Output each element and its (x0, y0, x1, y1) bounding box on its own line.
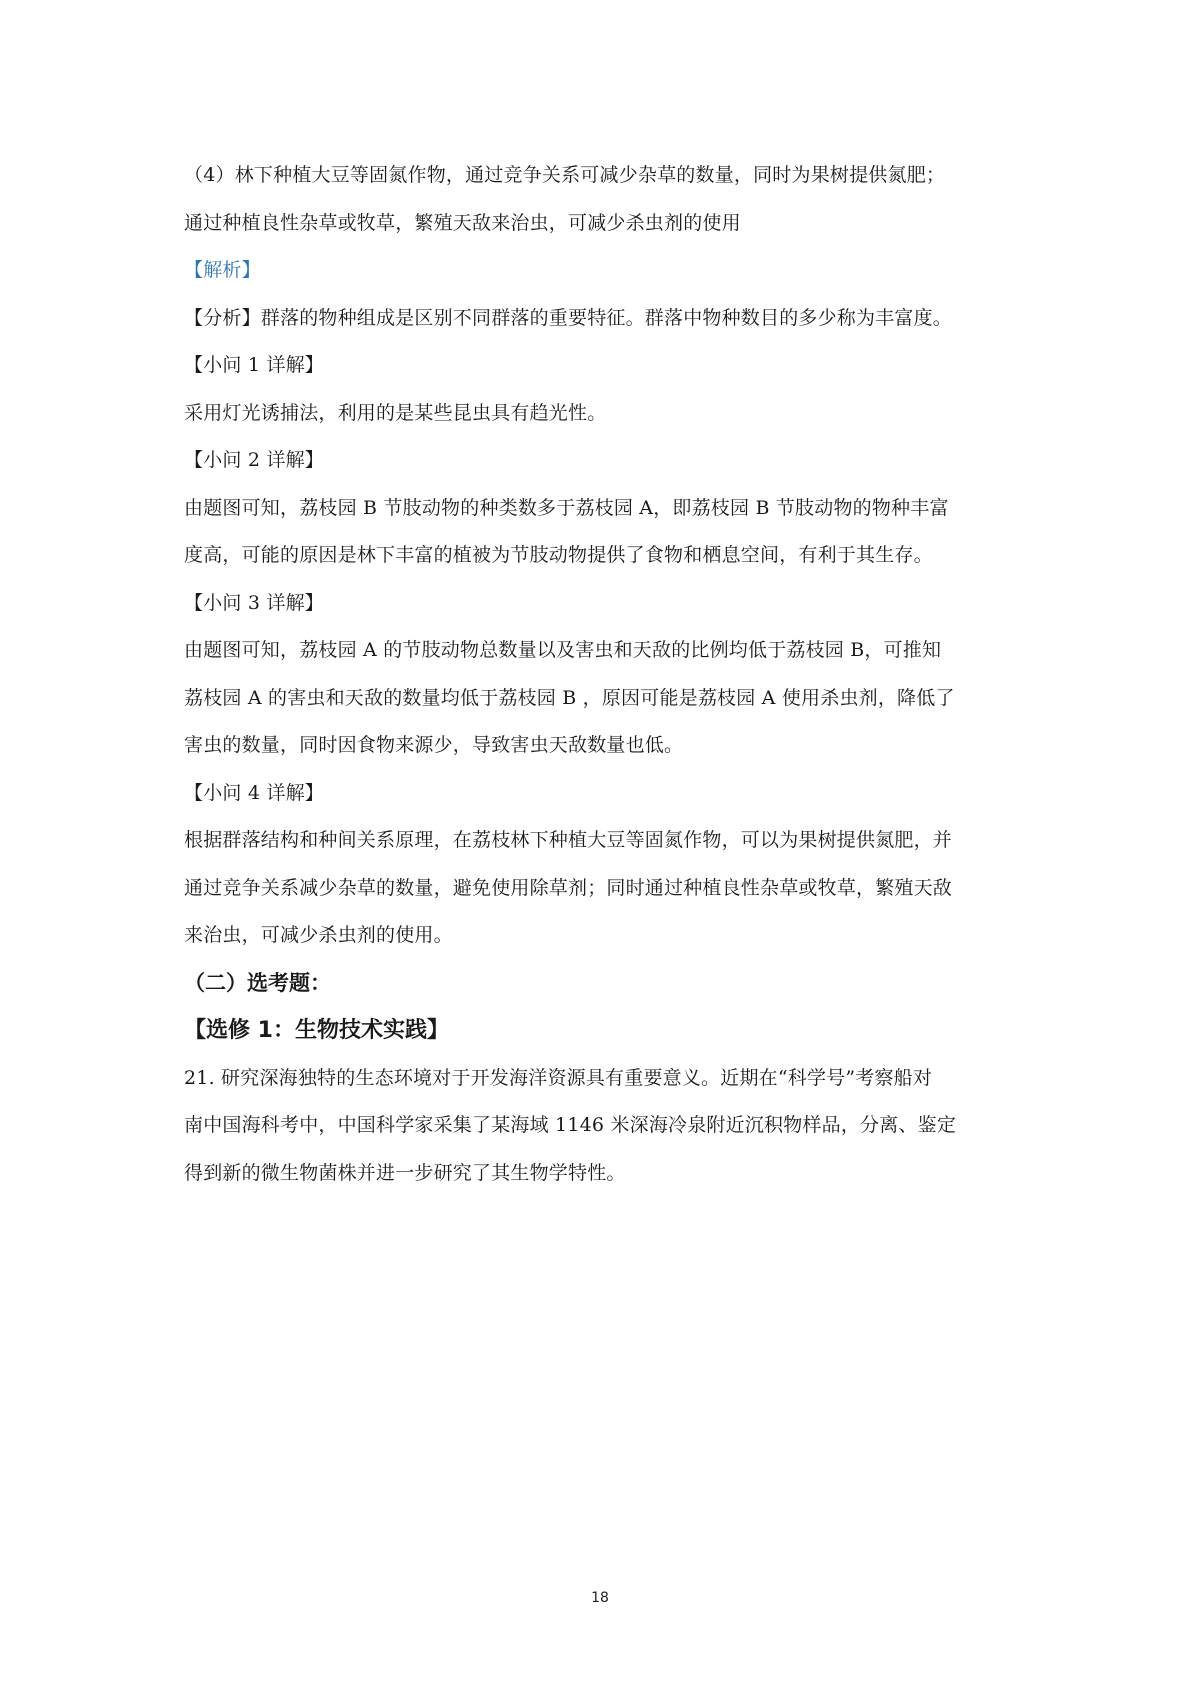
subquestion-1-text: 采用灯光诱捕法，利用的是某些昆虫具有趋光性。 (184, 401, 607, 424)
subquestion-4-text-line-3: 来治虫，可减少杀虫剂的使用。 (184, 924, 453, 946)
question-21-line-2: 南中国海科考中，中国科学家采集了某海域 1146 米深海冷泉附近沉积物样品，分离、鉴定 (184, 1114, 957, 1136)
subquestion-2-heading: 【小问 2 详解】 (184, 449, 324, 471)
subquestion-3-heading: 【小问 3 详解】 (184, 591, 324, 614)
answer-part-4-line-2: 通过种植良性杂草或牧草，繁殖天敌来治虫，可减少杀虫剂的使用 (184, 211, 741, 234)
subquestion-3-text-line-1: 由题图可知，荔枝园 A 的节肢动物总数量以及害虫和天敌的比例均低于荔枝园 B，可推知 (184, 639, 942, 661)
subquestion-4-heading: 【小问 4 详解】 (184, 781, 324, 804)
subquestion-3-text-line-2: 荔枝园 A 的害虫和天敌的数量均低于荔枝园 B ，原因可能是荔枝园 A 使用杀虫剂，降低了 (184, 686, 955, 709)
page-number: 18 (591, 1590, 609, 1606)
subquestion-1-heading: 【小问 1 详解】 (184, 354, 324, 376)
question-21-line-3: 得到新的微生物菌株并进一步研究了其生物学特性。 (184, 1161, 626, 1184)
analysis-line: 【分析】群落的物种组成是区别不同群落的重要特征。群落中物种数目的多少称为丰富度。 (184, 306, 953, 329)
jiexi-label: 【解析】 (184, 259, 261, 281)
answer-part-4-line-1: （4）林下种植大豆等固氮作物，通过竞争关系可减少杂草的数量，同时为果树提供氮肥； (184, 164, 946, 186)
subquestion-4-text-line-2: 通过竞争关系减少杂草的数量，避免使用除草剂；同时通过种植良性杂草或牧草，繁殖天敌 (184, 876, 953, 899)
subquestion-2-text-line-1: 由题图可知，荔枝园 B 节肢动物的种类数多于荔枝园 A，即荔枝园 B 节肢动物的物种丰富 (184, 496, 949, 519)
section-heading-elective: （二）选考题： (184, 970, 331, 995)
question-21-line-1: 21. 研究深海独特的生态环境对于开发海洋资源具有重要意义。近期在“科学号”考察船对 (184, 1066, 933, 1089)
subquestion-3-text-line-3: 害虫的数量，同时因食物来源少，导致害虫天敌数量也低。 (184, 734, 684, 756)
subquestion-4-text-line-1: 根据群落结构和种间关系原理，在荔枝林下种植大豆等固氮作物，可以为果树提供氮肥，并 (184, 829, 953, 851)
section-heading-elective-1: 【选修 1：生物技术实践】 (184, 1018, 449, 1043)
subquestion-2-text-line-2: 度高，可能的原因是林下丰富的植被为节肢动物提供了食物和栖息空间，有利于其生存。 (184, 544, 933, 566)
page-content (184, 152, 1024, 1197)
